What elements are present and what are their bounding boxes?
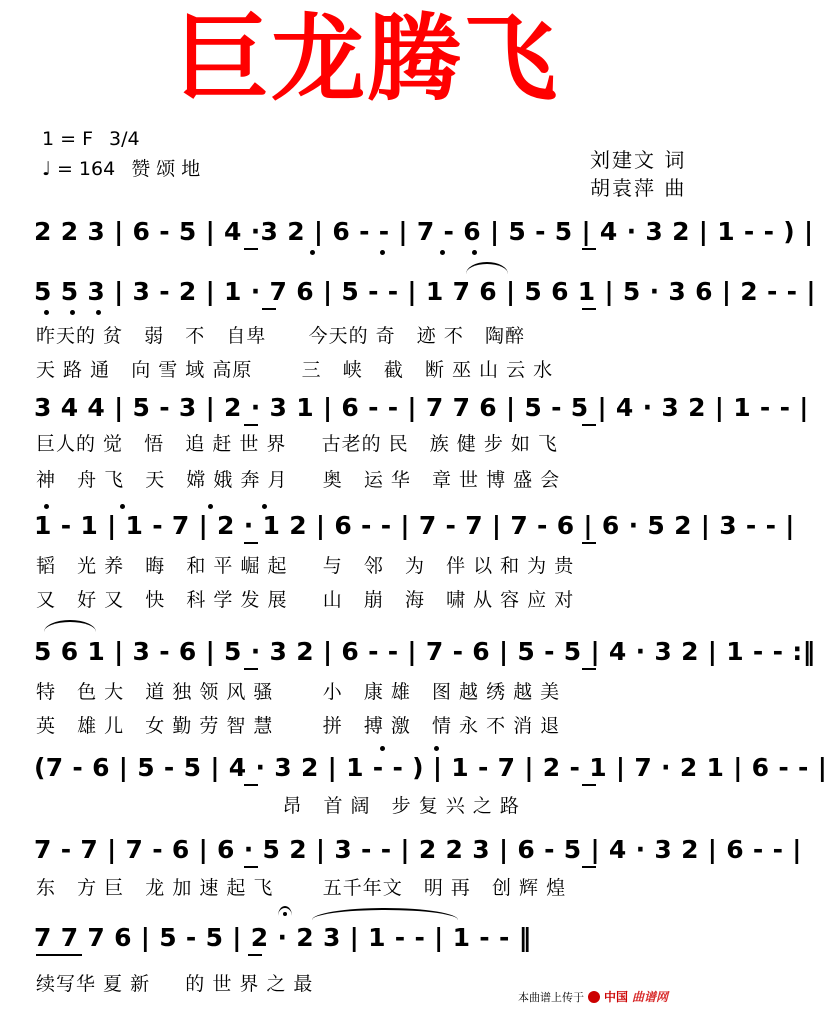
lyric-line-4-2: 又 好 又 快 科 学 发 展 山 崩 海 啸 从 容 应 对 <box>36 589 575 611</box>
notation-line-1: 2 2 3 | 6 - 5 | 4 ·3 2 | 6 - - | 7 - 6 | 5 - 5 | 4 · 3 2 | 1 - - ) | <box>34 217 814 246</box>
underline-mark <box>582 308 596 310</box>
tempo: = 164 <box>56 158 116 180</box>
octave-dot <box>44 310 49 315</box>
composer: 胡袁萍 曲 <box>590 176 687 200</box>
key-signature: 1 = F <box>42 128 94 150</box>
site-logo-icon <box>588 991 600 1003</box>
underline-mark <box>244 784 258 786</box>
underline-mark <box>582 866 596 868</box>
underline-mark <box>244 668 258 670</box>
slur-mark <box>466 262 508 274</box>
tempo-note-icon: ♩ <box>42 158 51 180</box>
octave-dot <box>310 250 315 255</box>
octave-dot <box>380 250 385 255</box>
lyric-line-3-2: 神 舟 飞 天 嫦 娥 奔 月 奥 运 华 章 世 博 盛 会 <box>36 469 561 491</box>
footer-site: 中国 <box>604 990 629 1004</box>
lyric-line-6-1: 昂 首 阔 步 复 兴 之 路 <box>36 795 520 817</box>
notation-line-4: 1 - 1 | 1 - 7 | 2 · 1 2 | 6 - - | 7 - 7 | 7 - 6 | 6 · 5 2 | 3 - - | <box>34 511 795 540</box>
underline-mark <box>582 424 596 426</box>
time-signature: 3/4 <box>109 128 140 150</box>
underline-mark <box>244 866 258 868</box>
underline-mark <box>36 954 82 956</box>
notation-line-8: 7 7 7 6 | 5 - 5 | 2 · 2 3 | 1 - - | 1 - - ‖ <box>34 923 532 952</box>
underline-mark <box>244 542 258 544</box>
notation-line-3: 3 4 4 | 5 - 3 | 2 · 3 1 | 6 - - | 7 7 6 | 5 - 5 | 4 · 3 2 | 1 - - | <box>34 393 809 422</box>
expression: 赞 颂 地 <box>131 158 201 180</box>
octave-dot <box>440 250 445 255</box>
underline-mark <box>582 668 596 670</box>
octave-dot <box>208 504 213 509</box>
lyric-line-8-1: 续写华 夏 新 的 世 界 之 最 <box>36 973 314 995</box>
underline-mark <box>244 248 258 250</box>
meta-left <box>42 124 216 184</box>
slur-mark <box>44 620 96 632</box>
song-title: 巨龙腾飞 <box>174 5 559 114</box>
lyric-line-2-1: 昨天的 贫 弱 不 自卑 今天的 奇 迹 不 陶醉 <box>36 325 525 347</box>
octave-dot <box>380 746 385 751</box>
footer-credit <box>518 988 668 1005</box>
lyric-line-2-2: 天 路 通 向 雪 域 高原 三 峡 截 断 巫 山 云 水 <box>36 359 554 381</box>
footer-site-2: 曲谱网 <box>632 990 669 1004</box>
underline-mark <box>248 954 262 956</box>
underline-mark <box>582 542 596 544</box>
lyricist: 刘建文 词 <box>590 148 687 172</box>
fermata-dot <box>283 912 287 916</box>
footer-text: 本曲谱上传于 <box>518 990 584 1004</box>
octave-dot <box>472 250 477 255</box>
notation-line-7: 7 - 7 | 7 - 6 | 6 · 5 2 | 3 - - | 2 2 3 | 6 - 5 | 4 · 3 2 | 6 - - | <box>34 835 802 864</box>
notation-line-6: (7 - 6 | 5 - 5 | 4 · 3 2 | 1 - - ) | 1 - 7 | 2 - 1 | 7 · 2 1 | 6 - - | <box>34 753 827 782</box>
lyric-line-4-1: 韬 光 养 晦 和 平 崛 起 与 邻 为 伴 以 和 为 贵 <box>36 555 575 577</box>
octave-dot <box>44 504 49 509</box>
underline-mark <box>244 424 258 426</box>
octave-dot <box>96 310 101 315</box>
octave-dot <box>262 504 267 509</box>
underline-mark <box>582 784 596 786</box>
lyric-line-7-1: 东 方 巨 龙 加 速 起 飞 五千年文 明 再 创 辉 煌 <box>36 877 567 899</box>
octave-dot <box>120 504 125 509</box>
tie-mark <box>312 908 458 920</box>
underline-mark <box>262 308 276 310</box>
notation-line-5: 5 6 1 | 3 - 6 | 5 · 3 2 | 6 - - | 7 - 6 | 5 - 5 | 4 · 3 2 | 1 - - :‖ <box>34 637 816 666</box>
underline-mark <box>582 248 596 250</box>
notation-line-2: 5 5 3 | 3 - 2 | 1 · 7 6 | 5 - - | 1 7 6 | 5 6 1 | 5 · 3 6 | 2 - - | <box>34 277 816 306</box>
lyric-line-5-2: 英 雄 儿 女 勤 劳 智 慧 拼 搏 激 情 永 不 消 退 <box>36 715 561 737</box>
lyric-line-3-1: 巨人的 觉 悟 追 赶 世 界 古老的 民 族 健 步 如 飞 <box>36 433 558 455</box>
credits <box>590 146 686 202</box>
octave-dot <box>434 746 439 751</box>
lyric-line-5-1: 特 色 大 道 独 领 风 骚 小 康 雄 图 越 绣 越 美 <box>36 681 561 703</box>
octave-dot <box>70 310 75 315</box>
